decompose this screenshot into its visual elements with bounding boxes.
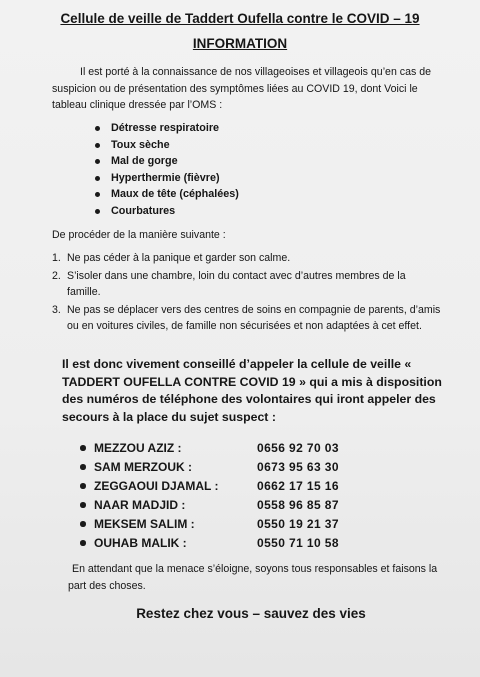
symptom-item: Détresse respiratoire: [95, 120, 239, 137]
document-title: Cellule de veille de Taddert Oufella contre le COVID – 19: [60, 11, 420, 26]
symptom-item: Hyperthermie (fièvre): [95, 170, 239, 187]
symptom-item: Mal de gorge: [95, 153, 239, 170]
step-item: [52, 302, 442, 335]
contact-phone: 0673 95 63 30: [257, 460, 339, 474]
document-subtitle: INFORMATION: [192, 36, 288, 51]
step-text: Ne pas se déplacer vers des centres de soins en compagnie de parents, d’amis ou en voitures civiles, de famille non sécurisées et non adaptées à cet effet.: [67, 303, 441, 333]
step-text: Ne pas céder à la panique et garder son calme.: [67, 252, 291, 264]
symptom-item: Maux de tête (céphalées): [95, 186, 239, 203]
slogan: Restez chez vous – sauvez des vies: [136, 606, 366, 621]
contact-phone: 0662 17 15 16: [257, 479, 339, 493]
closing-text: En attendant que la menace s’éloigne, soyons tous responsables et faisons la part des choses.: [68, 563, 438, 592]
bullet-icon: [80, 445, 86, 451]
symptom-item: Toux sèche: [95, 137, 239, 154]
contact-name: ZEGGAOUI DJAMAL :: [94, 479, 219, 493]
bullet-icon: [80, 502, 86, 508]
step-number: 3.: [52, 303, 61, 316]
contact-phone: 0550 71 10 58: [257, 536, 339, 550]
contact-name: MEZZOU AZIZ :: [94, 441, 182, 455]
bullet-icon: [80, 483, 86, 489]
symptom-item: Courbatures: [95, 203, 239, 220]
intro-text: Il est porté à la connaissance de nos villageoises et villageois qu’en cas de suspicion ou de présentation des symptômes liées au COVID 19, dont Voici le tableau clinique dressée par l’OMS :: [52, 66, 431, 111]
symptoms-list: [95, 120, 239, 220]
step-item: [52, 268, 442, 301]
step-number: 1.: [52, 252, 61, 264]
contact-name: SAM MERZOUK :: [94, 460, 192, 474]
step-item: [52, 250, 442, 267]
steps-list: [52, 250, 442, 335]
step-number: 2.: [52, 269, 61, 282]
closing-paragraph: [68, 561, 440, 594]
procedure-label: De procéder de la manière suivante :: [52, 229, 226, 241]
bullet-icon: [80, 521, 86, 527]
contact-phone: 0550 19 21 37: [257, 517, 339, 531]
appeal-paragraph: Il est donc vivement conseillé d’appeler la cellule de veille « TADDERT OUFELLA CONTRE COVID 19 » qui a mis à disposition des numéros de téléphone des volontaires qui iront appeler des secours à la place du sujet suspect :: [62, 357, 442, 424]
contact-phone: 0656 92 70 03: [257, 441, 339, 455]
step-text: S’isoler dans une chambre, loin du contact avec d’autres membres de la famille.: [67, 269, 406, 299]
contact-name: NAAR MADJID :: [94, 498, 186, 512]
contact-phone: 0558 96 85 87: [257, 498, 339, 512]
bullet-icon: [80, 540, 86, 546]
contact-name: MEKSEM SALIM :: [94, 517, 195, 531]
contact-name: OUHAB MALIK :: [94, 536, 187, 550]
bullet-icon: [80, 464, 86, 470]
intro-paragraph: [52, 64, 437, 114]
